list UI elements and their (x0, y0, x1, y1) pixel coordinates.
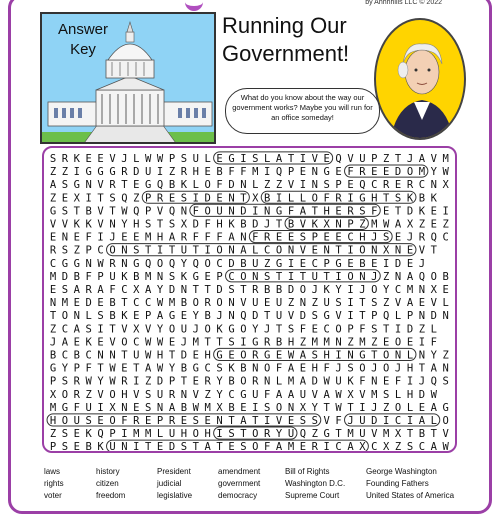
word-bank-item: history (96, 467, 120, 476)
grid-row: R S Z P C O N S T I T U T I O N A L C O N V E N T I O N X N E V T (49, 244, 437, 257)
word-bank-item: legislative (157, 491, 193, 500)
capitol-illustration (40, 12, 216, 144)
grid-row: X O R Z V O H V S U R N V Z Y C G U F A A U V A W X V M S L H D W (49, 388, 437, 401)
word-bank-item: United States of America (366, 491, 455, 500)
grid-row: N M E D E B T C C W M B O R O N V U E U Z N Z U S I T S Z V A E V L (49, 297, 449, 310)
portrait-icon (376, 20, 466, 140)
word-bank-item: laws (44, 467, 61, 476)
word-bank-column (157, 466, 192, 502)
word-bank-item: Bill of Rights (285, 467, 330, 476)
grid-row: H O U S E O F R E P R E S E N T A T I V E S S V F J U D I C I A L O (49, 415, 449, 427)
word-bank (44, 466, 484, 506)
speech-bubble: What do you know about the way our government works? Maybe you will run for an office someday! (225, 88, 380, 134)
grid-row: A S G N V R T E G Q B K L O F D N L Z Z V I N S P E Q C R E R C N X (49, 179, 449, 192)
capitol-building-icon (42, 14, 216, 144)
word-bank-item: Washington D.C. (285, 479, 346, 488)
grid-row: G S T B V T W Q P V Q N F O U N D I N G F A T H E R S F E T D K E I (49, 205, 449, 218)
word-bank-column (366, 466, 454, 502)
answer-key-label: Answer Key (57, 21, 109, 58)
grid-row: E S A R A F C X A Y D N T T D S T R B B D O J K Y I J O Y C M N X E (49, 284, 449, 296)
grid-row: Z E X I T S Q Z P R E S I D E N T X B I L L O F R I G H T S K B K (49, 192, 437, 205)
word-bank-column (44, 466, 64, 502)
grid-row: G Y P F T W E T A W Y B G C S K B N O F A E H F J S O J O J H T A N (49, 362, 449, 375)
word-bank-column (96, 466, 125, 502)
word-bank-item: rights (44, 479, 64, 488)
george-washington-portrait (374, 18, 466, 140)
grid-row: Z S E K Q P I M M L U H O H I S T O R Y U Q Z G T M U V M X T B T V (49, 428, 449, 441)
word-bank-item: George Washington (366, 467, 437, 476)
grid-row: C G G N W R N G Q O Q Y Q O C D B U Z G I E C P G E B E I D E J (49, 257, 426, 270)
word-bank-item: judicial (157, 479, 182, 488)
page-title: Running Our Government! (222, 13, 350, 66)
word-bank-item: Supreme Court (285, 491, 340, 500)
word-bank-item: democracy (218, 491, 258, 500)
word-search-grid (42, 146, 457, 453)
word-bank-item: freedom (96, 491, 126, 500)
grid-row: Z C A S I T V X V Y O U J O K G O Y J T S F E C O P F S T I D Z L (49, 323, 437, 336)
word-bank-item: citizen (96, 479, 119, 488)
word-bank-column (218, 466, 260, 502)
grid-row: P S E B K U N I T E D S T A T E S O F A M E R I C A X C X Z S C A W (49, 441, 449, 451)
grid-row: S R K E E V J L W W P S U L E G I S L A T I V E Q V U P Z T J A V M (49, 153, 449, 165)
grid-row: V V K K V N Y H S T S X D F H K B D J T B V K X N P Z M W A X Z E Z (49, 218, 449, 231)
grid-row: Z Z I G G G R D U I Z R H E B F F M I Q P E N G E F R E E D O M Y W (49, 166, 449, 179)
word-bank-item: government (218, 479, 261, 488)
grid-row: B C B C N N T U W H T D E H G E O R G E W A S H I N G T O N L N Y Z (49, 349, 449, 362)
word-bank-item: amendment (218, 467, 261, 476)
grid-row: J A E K E V O C W W E J M T T S I G R B H Z M M N Z M Z E O E I F (49, 336, 437, 349)
grid-row: E N E F I J E E M H A R F F F A N F R E E S P E E C H J S E J R Q C (49, 231, 449, 244)
word-bank-item: President (157, 467, 191, 476)
grid-row: P S R W Y W R I Z D P T E R Y B O R N L M A D W U K F N E F I J Q S (49, 375, 449, 388)
grid-row: T O N L S B K E P A G E Y B J N Q D T U V D S G V I T P Q L P N D N (49, 310, 449, 323)
grid-row: M D B F P U K B M N S K G E P C O N S T I T U T I O N J Z N A Q O B (49, 270, 449, 283)
found-word-outline (107, 244, 416, 256)
word-bank-item: Founding Fathers (366, 479, 429, 488)
letter-grid (44, 148, 455, 451)
publisher-credit: by Ahhhhills LLC © 2022 (365, 0, 442, 6)
word-bank-item: voter (44, 491, 62, 500)
grid-row: M G F U I X N E S N A B W M X B E I S O N X Y T W T I J Z O L E A G (49, 401, 449, 414)
word-bank-column (285, 466, 345, 502)
